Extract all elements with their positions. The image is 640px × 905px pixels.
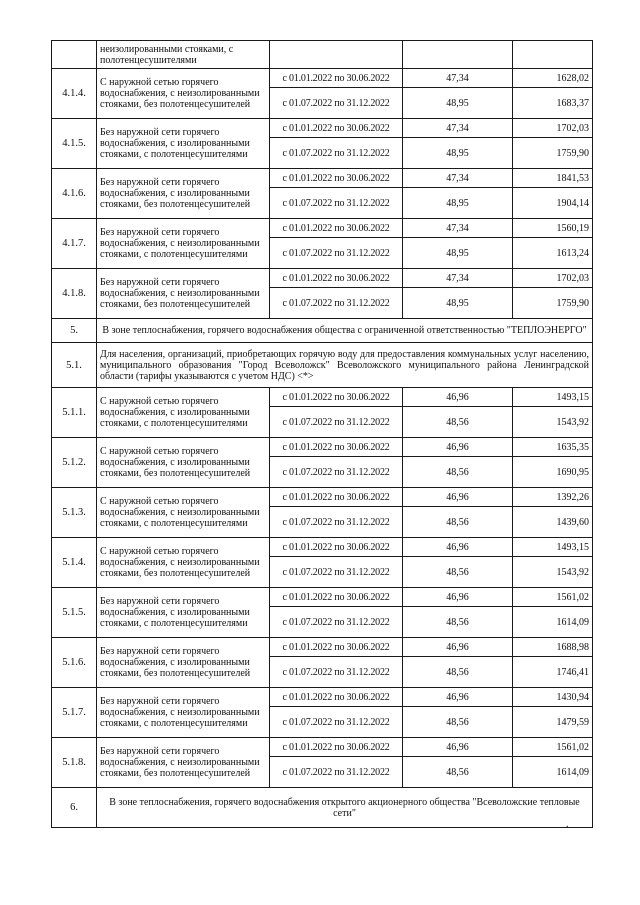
period-cell: с 01.01.2022 по 30.06.2022 <box>270 538 403 557</box>
table-row-fragment <box>52 41 593 69</box>
rate-cell: 46,96 <box>403 438 513 457</box>
row-number: 4.1.5. <box>52 119 97 169</box>
section-title: В зоне теплоснабжения, горячего водоснабжения открытого акционерного общества "Всеволожские тепловые сети" <box>97 788 593 828</box>
row-number: 4.1.4. <box>52 69 97 119</box>
period-cell: с 01.07.2022 по 31.12.2022 <box>270 188 403 219</box>
period-cell: с 01.01.2022 по 30.06.2022 <box>270 488 403 507</box>
table-row <box>52 638 593 657</box>
rate-cell: 47,34 <box>403 169 513 188</box>
row-description: Без наружной сети горячего водоснабжения, с изолированными стояками, с полотенцесушителями <box>97 119 270 169</box>
rate-cell: 48,56 <box>403 557 513 588</box>
tariff-cell: 1613,24 <box>513 238 593 269</box>
row-description: С наружной сетью горячего водоснабжения, с изолированными стояками, без полотенцесушителей <box>97 438 270 488</box>
table-row <box>52 688 593 707</box>
period-cell: с 01.01.2022 по 30.06.2022 <box>270 588 403 607</box>
tariff-cell: 1702,03 <box>513 119 593 138</box>
rate-cell: 46,96 <box>403 588 513 607</box>
table-row <box>52 69 593 88</box>
tariff-cell: 1493,15 <box>513 538 593 557</box>
table-row <box>52 119 593 138</box>
section-number: 5. <box>52 319 97 343</box>
tariff-cell: 1635,35 <box>513 438 593 457</box>
row-description: неизолированными стояками, с полотенцесушителями <box>97 41 270 69</box>
row-description: Без наружной сети горячего водоснабжения, с неизолированными стояками, без полотенцесушителей <box>97 738 270 788</box>
table-row <box>52 488 593 507</box>
tariff-cell: 1614,09 <box>513 757 593 788</box>
tariff-cell: 1561,02 <box>513 588 593 607</box>
rate-cell: 46,96 <box>403 388 513 407</box>
row-description: Без наружной сети горячего водоснабжения, с изолированными стояками, с полотенцесушителями <box>97 588 270 638</box>
row-number: 5.1.6. <box>52 638 97 688</box>
period-cell: с 01.07.2022 по 31.12.2022 <box>270 757 403 788</box>
rate-cell: 48,95 <box>403 138 513 169</box>
table-row <box>52 438 593 457</box>
tariff-cell: 1702,03 <box>513 269 593 288</box>
row-description: Без наружной сети горячего водоснабжения, с неизолированными стояками, с полотенцесушителями <box>97 688 270 738</box>
row-description: С наружной сетью горячего водоснабжения, с неизолированными стояками, без полотенцесушителей <box>97 69 270 119</box>
rate-cell: 48,56 <box>403 657 513 688</box>
tariff-cell: 1683,37 <box>513 88 593 119</box>
rate-cell: 47,34 <box>403 219 513 238</box>
rate-cell: 48,95 <box>403 288 513 319</box>
table-row <box>52 738 593 757</box>
tariff-cell: 1392,26 <box>513 488 593 507</box>
row-number: 4.1.7. <box>52 219 97 269</box>
tariff-cell: 1543,92 <box>513 557 593 588</box>
tariff-cell: 1746,41 <box>513 657 593 688</box>
row-number: 5.1.8. <box>52 738 97 788</box>
rate-cell: 46,96 <box>403 538 513 557</box>
rate-cell: 46,96 <box>403 488 513 507</box>
section-number: 6. <box>52 788 97 828</box>
period-cell: с 01.07.2022 по 31.12.2022 <box>270 507 403 538</box>
row-number: 5.1.3. <box>52 488 97 538</box>
period-cell: с 01.01.2022 по 30.06.2022 <box>270 119 403 138</box>
table-row <box>52 538 593 557</box>
section-title: В зоне теплоснабжения, горячего водоснабжения общества с ограниченной ответственностью "ТЕПЛОЭНЕРГО" <box>97 319 593 343</box>
table-row <box>52 388 593 407</box>
row-description: Без наружной сети горячего водоснабжения, с неизолированными стояками, без полотенцесушителей <box>97 269 270 319</box>
tariff-cell: 1479,59 <box>513 707 593 738</box>
row-number: 4.1.8. <box>52 269 97 319</box>
period-cell: с 01.07.2022 по 31.12.2022 <box>270 238 403 269</box>
period-cell <box>270 41 403 69</box>
tariff-cell: 1690,95 <box>513 457 593 488</box>
row-number: 5.1.5. <box>52 588 97 638</box>
tariff-cell: 1430,94 <box>513 688 593 707</box>
rate-cell: 48,56 <box>403 507 513 538</box>
tariff-cell: 1493,15 <box>513 388 593 407</box>
section-title: Для населения, организаций, приобретающих горячую воду для предоставления коммунальных услуг населению, муниципального образования "Город Всеволожск" Всеволожского муниципального района Ленинградской области (тарифы указываются с учетом НДС) <*> <box>97 343 593 388</box>
rate-cell: 48,56 <box>403 707 513 738</box>
period-cell: с 01.07.2022 по 31.12.2022 <box>270 707 403 738</box>
period-cell: с 01.07.2022 по 31.12.2022 <box>270 407 403 438</box>
rate-cell: 47,34 <box>403 119 513 138</box>
row-description: Без наружной сети горячего водоснабжения, с изолированными стояками, без полотенцесушителей <box>97 638 270 688</box>
tariff-cell: 1561,02 <box>513 738 593 757</box>
section-number: 5.1. <box>52 343 97 388</box>
period-cell: с 01.01.2022 по 30.06.2022 <box>270 69 403 88</box>
period-cell: с 01.01.2022 по 30.06.2022 <box>270 688 403 707</box>
period-cell: с 01.07.2022 по 31.12.2022 <box>270 557 403 588</box>
row-description: С наружной сетью горячего водоснабжения, с неизолированными стояками, с полотенцесушителями <box>97 488 270 538</box>
row-number: 5.1.1. <box>52 388 97 438</box>
tariff-cell: 1841,53 <box>513 169 593 188</box>
tariff-table-body <box>52 41 593 828</box>
rate-cell: 48,95 <box>403 238 513 269</box>
rate-cell: 48,56 <box>403 457 513 488</box>
section-row-5-1 <box>52 343 593 388</box>
rate-cell: 46,96 <box>403 688 513 707</box>
row-description: Без наружной сети горячего водоснабжения, с неизолированными стояками, с полотенцесушителями <box>97 219 270 269</box>
period-cell: с 01.07.2022 по 31.12.2022 <box>270 88 403 119</box>
tariff-cell: 1759,90 <box>513 138 593 169</box>
stray-mark: . <box>566 819 569 830</box>
period-cell: с 01.07.2022 по 31.12.2022 <box>270 607 403 638</box>
rate-cell <box>403 41 513 69</box>
rate-cell: 46,96 <box>403 738 513 757</box>
tariff-cell: 1560,19 <box>513 219 593 238</box>
table-row <box>52 219 593 238</box>
tariff-cell: 1628,02 <box>513 69 593 88</box>
period-cell: с 01.01.2022 по 30.06.2022 <box>270 169 403 188</box>
row-description: С наружной сетью горячего водоснабжения, с изолированными стояками, с полотенцесушителями <box>97 388 270 438</box>
row-number-cell <box>52 41 97 69</box>
period-cell: с 01.07.2022 по 31.12.2022 <box>270 138 403 169</box>
tariff-cell: 1688,98 <box>513 638 593 657</box>
rate-cell: 47,34 <box>403 269 513 288</box>
table-row <box>52 588 593 607</box>
rate-cell: 48,56 <box>403 407 513 438</box>
tariff-cell: 1439,60 <box>513 507 593 538</box>
tariff-table <box>51 40 593 828</box>
period-cell: с 01.01.2022 по 30.06.2022 <box>270 438 403 457</box>
tariff-cell: 1904,14 <box>513 188 593 219</box>
row-number: 5.1.4. <box>52 538 97 588</box>
period-cell: с 01.07.2022 по 31.12.2022 <box>270 657 403 688</box>
period-cell: с 01.01.2022 по 30.06.2022 <box>270 269 403 288</box>
row-description: Без наружной сети горячего водоснабжения, с изолированными стояками, без полотенцесушителей <box>97 169 270 219</box>
row-number: 5.1.2. <box>52 438 97 488</box>
rate-cell: 48,56 <box>403 607 513 638</box>
tariff-cell: 1759,90 <box>513 288 593 319</box>
rate-cell: 47,34 <box>403 69 513 88</box>
row-description: С наружной сетью горячего водоснабжения, с неизолированными стояками, без полотенцесушителей <box>97 538 270 588</box>
row-number: 4.1.6. <box>52 169 97 219</box>
period-cell: с 01.01.2022 по 30.06.2022 <box>270 638 403 657</box>
tariff-cell: 1614,09 <box>513 607 593 638</box>
tariff-cell: 1543,92 <box>513 407 593 438</box>
row-number: 5.1.7. <box>52 688 97 738</box>
period-cell: с 01.07.2022 по 31.12.2022 <box>270 457 403 488</box>
table-row <box>52 269 593 288</box>
rate-cell: 48,56 <box>403 757 513 788</box>
rate-cell: 48,95 <box>403 188 513 219</box>
period-cell: с 01.07.2022 по 31.12.2022 <box>270 288 403 319</box>
section-row-6 <box>52 788 593 828</box>
section-row-5 <box>52 319 593 343</box>
period-cell: с 01.01.2022 по 30.06.2022 <box>270 388 403 407</box>
tariff-cell <box>513 41 593 69</box>
period-cell: с 01.01.2022 по 30.06.2022 <box>270 219 403 238</box>
rate-cell: 48,95 <box>403 88 513 119</box>
period-cell: с 01.01.2022 по 30.06.2022 <box>270 738 403 757</box>
rate-cell: 46,96 <box>403 638 513 657</box>
table-row <box>52 169 593 188</box>
